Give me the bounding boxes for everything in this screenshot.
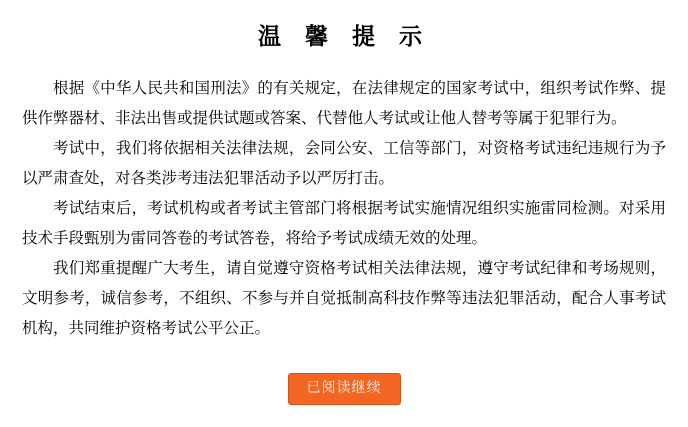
continue-button[interactable]: 已阅读继续 bbox=[288, 373, 401, 405]
notice-paragraph: 根据《中华人民共和国刑法》的有关规定，在法律规定的国家考试中，组织考试作弊、提供作弊器材、非法出售或提供试题或答案、代替他人考试或让他人替考等属于犯罪行为。 bbox=[22, 79, 666, 127]
page-title: 温 馨 提 示 bbox=[257, 23, 431, 50]
action-bar bbox=[0, 373, 688, 405]
notice-paragraph: 考试中，我们将依据相关法律法规，会同公安、工信等部门，对资格考试违纪违规行为予以严肃查处，对各类涉考违法犯罪活动予以严厉打击。 bbox=[22, 139, 666, 187]
notice-paragraph: 我们郑重提醒广大考生，请自觉遵守资格考试相关法律法规，遵守考试纪律和考场规则，文明参考，诚信参考，不组织、不参与并自觉抵制高科技作弊等违法犯罪活动，配合人事考试机构，共同维护资格考试公平公正。 bbox=[22, 259, 666, 337]
notice-paragraph: 考试结束后，考试机构或者考试主管部门将根据考试实施情况组织实施雷同检测。对采用技术手段甄别为雷同答卷的考试答卷，将给予考试成绩无效的处理。 bbox=[22, 199, 666, 247]
notice-body bbox=[22, 73, 666, 343]
